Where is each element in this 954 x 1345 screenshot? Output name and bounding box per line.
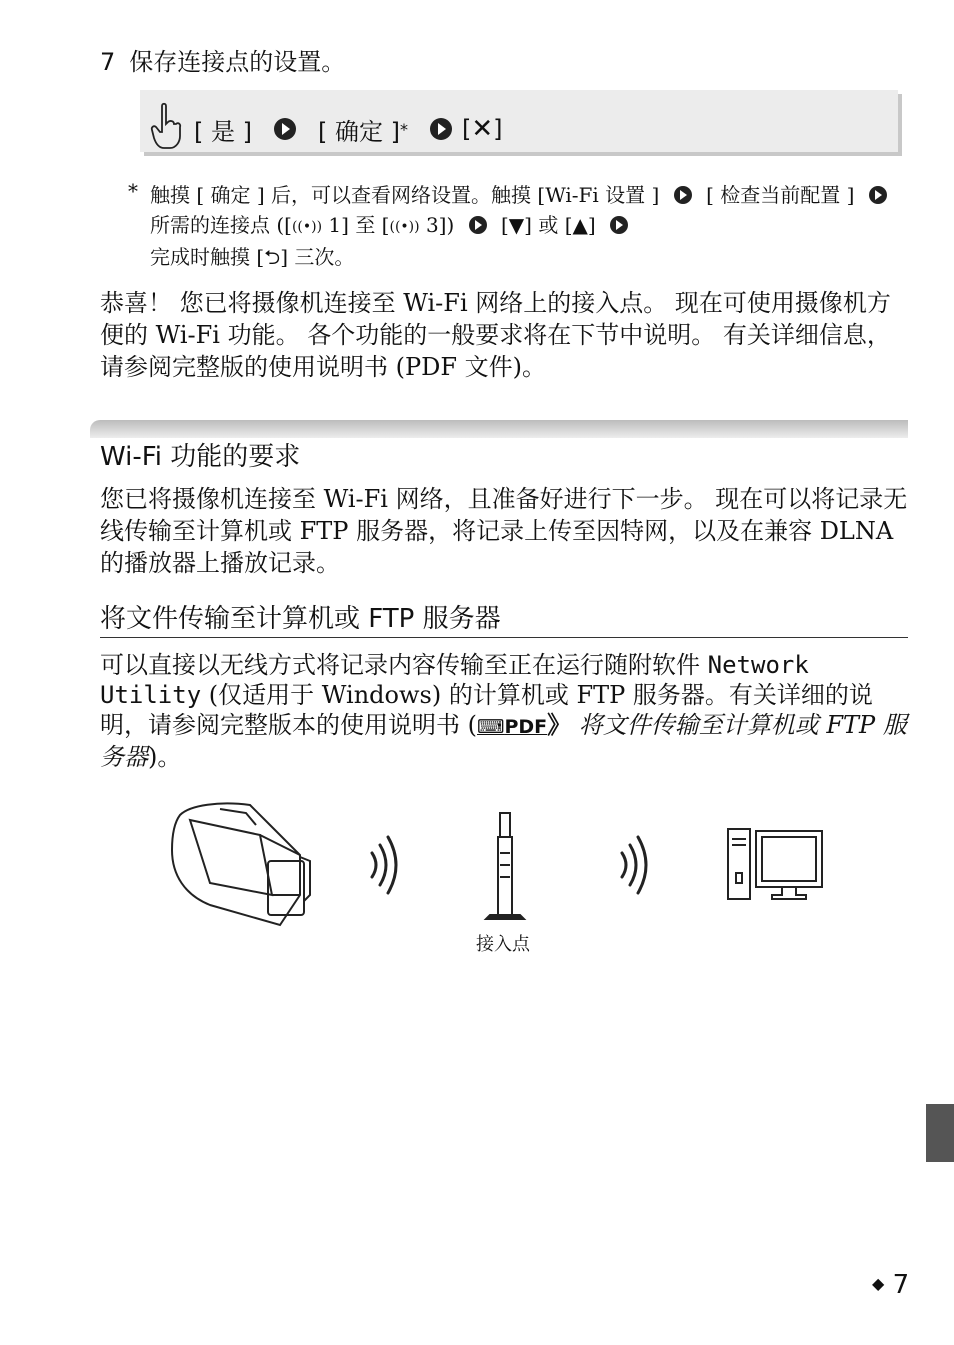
pdf-book-icon: ⌨ xyxy=(477,716,505,738)
footnote-marker: * xyxy=(399,119,408,139)
subsection-title-transfer: 将文件传输至计算机或 FTP 服务器 xyxy=(100,604,501,634)
touch-hand-icon xyxy=(150,102,184,156)
software-name: Network Utility xyxy=(100,651,809,709)
page-number: ◆ 7 xyxy=(872,1270,910,1300)
next-arrow-icon xyxy=(469,216,487,234)
ref-arrow-icon: 》 xyxy=(547,710,572,739)
footnote-marker: * xyxy=(128,179,138,203)
wifi-waves-icon xyxy=(372,837,396,893)
footnote-text: [▼] 或 [▲] xyxy=(501,213,596,237)
chapter-tab xyxy=(926,1104,954,1162)
close-button-ref: [✕] xyxy=(461,114,503,144)
step-text: 保存连接点的设置。 xyxy=(129,48,346,76)
footnote-text: 3]) xyxy=(419,213,455,237)
reference-title: 将文件传输至计算机或 FTP 服务器 xyxy=(100,711,907,771)
wifi-signal-icon: ((•)) xyxy=(389,219,420,235)
intro-paragraph: 恭喜！ 您已将摄像机连接至 Wi-Fi 网络上的接入点。 现在可使用摄像机方便的 Wi-Fi 功能。 各个功能的一般要求将在下节中说明。 有关详细信息，请参阅完整版的使用说明书 (PDF 文件)。 xyxy=(100,289,891,381)
subsection-rule xyxy=(100,637,908,638)
camcorder-icon xyxy=(172,803,310,925)
section-title-wifi-requirements: Wi-Fi 功能的要求 xyxy=(100,442,301,472)
close-icon: ✕ xyxy=(471,114,494,144)
access-point-label: 接入点 xyxy=(476,934,530,955)
footnote-text: [ 检查当前配置 ] xyxy=(706,183,855,207)
next-arrow-icon xyxy=(430,118,452,140)
yes-button-ref: [ 是 ] xyxy=(194,117,252,146)
wifi-signal-icon: ((•)) xyxy=(291,219,323,235)
section-body: 您已将摄像机连接至 Wi-Fi 网络，且准备好进行下一步。 现在可以将记录无线传输至计算机或 FTP 服务器，将记录上传至因特网，以及在兼容 DLNA 的播放器上播放记录。 xyxy=(100,485,908,577)
ok-button-ref: [ 确定 ] xyxy=(317,117,400,146)
pdf-reference-link[interactable]: ⌨PDF xyxy=(477,716,548,738)
footnote-text: 所需的连接点 ([ xyxy=(150,213,292,237)
computer-icon xyxy=(728,829,822,899)
diamond-icon: ◆ xyxy=(872,1274,885,1293)
back-arrow-icon: ⮌ xyxy=(264,245,281,269)
footnote xyxy=(128,180,908,272)
footnote-text: 1] 至 [ xyxy=(322,213,390,237)
step-number: 7 xyxy=(100,48,116,76)
next-arrow-icon xyxy=(674,186,692,204)
subsection-body: 可以直接以无线方式将记录内容传输至正在运行随附软件 Network Utility (仅适用于 Windows) 的计算机或 FTP 服务器。有关详细的说明，请参阅完整版本的使用说明书 (⌨PDF》 将文件传输至计算机或 FTP 服务器)。 xyxy=(100,651,907,771)
footnote-text: 触摸 [ 确定 ] 后，可以查看网络设置。触摸 [Wi-Fi 设置 ] xyxy=(150,183,660,207)
touch-sequence-box xyxy=(140,90,898,152)
next-arrow-icon xyxy=(610,216,628,234)
next-arrow-icon xyxy=(869,186,887,204)
wifi-waves-icon xyxy=(622,837,646,893)
next-arrow-icon xyxy=(274,118,296,140)
footnote-text: 完成时触摸 [ xyxy=(150,245,265,269)
footnote-text: ] 三次。 xyxy=(280,245,355,269)
step-heading xyxy=(100,42,345,77)
access-point-icon xyxy=(486,813,524,919)
